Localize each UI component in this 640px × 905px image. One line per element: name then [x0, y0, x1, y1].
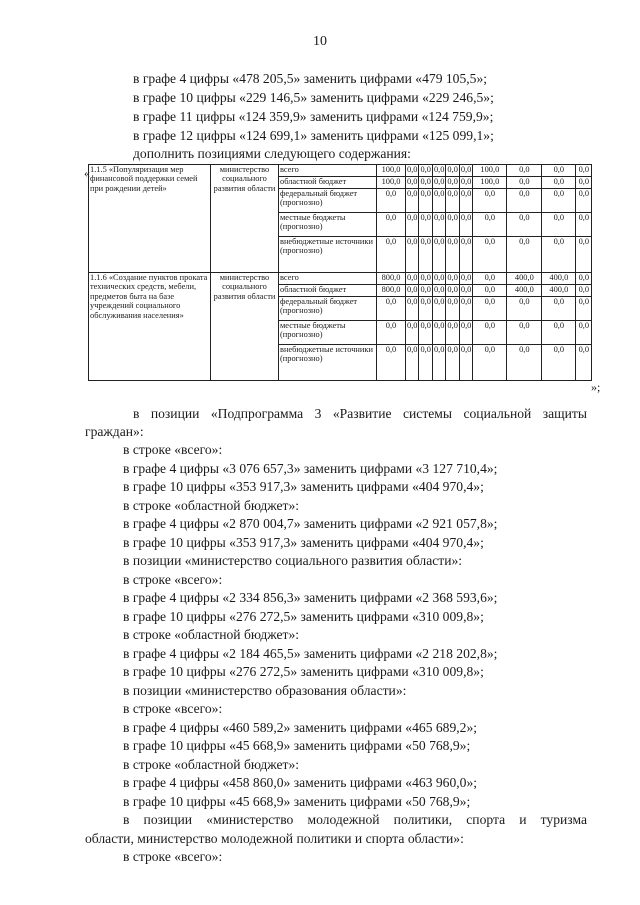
value-cell: 0,0 [576, 189, 592, 213]
value-cell: 0,0 [542, 165, 576, 177]
value-cell: 0,0 [406, 345, 419, 381]
value-cell: 0,0 [576, 165, 592, 177]
value-cell: 0,0 [507, 321, 542, 345]
value-cell: 0,0 [446, 321, 459, 345]
value-cell: 0,0 [419, 285, 432, 297]
text-line: в графе 10 цифры «276 272,5» заменить цифрами «310 009,8»; [123, 609, 484, 624]
value-cell: 0,0 [419, 273, 432, 285]
table-row [89, 273, 592, 285]
value-cell: 400,0 [507, 285, 542, 297]
value-cell: 0,0 [432, 273, 445, 285]
value-cell: 0,0 [473, 189, 507, 213]
value-cell: 400,0 [507, 273, 542, 285]
page-number: 10 [313, 34, 327, 49]
value-cell: 0,0 [473, 321, 507, 345]
value-cell: 0,0 [576, 237, 592, 273]
value-cell: 0,0 [446, 285, 459, 297]
value-cell: 0,0 [446, 273, 459, 285]
value-cell: 0,0 [432, 165, 445, 177]
value-cell: 0,0 [419, 189, 432, 213]
text-line: в графе 10 цифры «229 146,5» заменить цифрами «229 246,5»; [133, 90, 494, 105]
text-line: в строке «всего»: [123, 849, 223, 864]
value-cell: 0,0 [473, 213, 507, 237]
value-cell: 0,0 [406, 213, 419, 237]
value-cell: 0,0 [432, 177, 445, 189]
value-cell: 0,0 [446, 237, 459, 273]
value-cell: 0,0 [377, 297, 406, 321]
text-line: в графе 11 цифры «124 359,9» заменить цифрами «124 759,9»; [133, 109, 494, 124]
value-cell: 0,0 [507, 297, 542, 321]
value-cell: 0,0 [432, 297, 445, 321]
value-cell: 0,0 [576, 345, 592, 381]
value-cell: 0,0 [507, 177, 542, 189]
value-cell: 0,0 [432, 189, 445, 213]
value-cell: 400,0 [542, 273, 576, 285]
text-line: дополнить позициями следующего содержания: [133, 146, 411, 161]
value-cell: 0,0 [473, 297, 507, 321]
text-line: в строке «всего»: [123, 701, 223, 716]
funding-source-cell: всего [279, 165, 377, 177]
text-line: в графе 4 цифры «2 334 856,3» заменить цифрами «2 368 593,6»; [123, 590, 498, 605]
value-cell: 0,0 [432, 237, 445, 273]
value-cell: 0,0 [542, 189, 576, 213]
value-cell: 0,0 [419, 165, 432, 177]
value-cell: 0,0 [419, 321, 432, 345]
text-line: в графе 10 цифры «276 272,5» заменить цифрами «310 009,8»; [123, 664, 484, 679]
value-cell: 100,0 [473, 165, 507, 177]
text-line: в строке «областной бюджет»: [123, 757, 300, 772]
text-line: в графе 4 цифры «478 205,5» заменить цифрами «479 105,5»; [133, 71, 488, 86]
value-cell: 0,0 [419, 297, 432, 321]
table-open-quote: « [84, 166, 90, 180]
value-cell: 0,0 [432, 345, 445, 381]
value-cell: 0,0 [406, 189, 419, 213]
value-cell: 0,0 [473, 285, 507, 297]
value-cell: 400,0 [542, 285, 576, 297]
value-cell: 0,0 [419, 177, 432, 189]
value-cell: 0,0 [432, 321, 445, 345]
executor-cell: министерство социального развития области [211, 165, 279, 273]
funding-source-cell: федеральный бюджет (прогнозно) [279, 297, 377, 321]
value-cell: 0,0 [542, 321, 576, 345]
value-cell: 100,0 [377, 177, 406, 189]
text-line: в строке «всего»: [123, 442, 223, 457]
value-cell: 0,0 [459, 345, 472, 381]
text-line: в строке «областной бюджет»: [123, 627, 300, 642]
text-line: в позиции «министерство образования области»: [123, 683, 407, 698]
text-line: в позиции «Подпрограмма 3 «Развитие системы социальной защиты [133, 406, 587, 421]
value-cell: 0,0 [419, 345, 432, 381]
executor-cell: министерство социального развития области [211, 273, 279, 381]
value-cell: 0,0 [406, 165, 419, 177]
text-line: в позиции «министерство молодежной политики, спорта и туризма [123, 812, 587, 827]
value-cell: 0,0 [473, 273, 507, 285]
value-cell: 100,0 [377, 165, 406, 177]
value-cell: 0,0 [377, 321, 406, 345]
value-cell: 0,0 [459, 297, 472, 321]
funding-source-cell: местные бюджеты (прогнозно) [279, 321, 377, 345]
program-table [88, 164, 592, 381]
value-cell: 0,0 [576, 213, 592, 237]
text-line: граждан»: [85, 424, 144, 439]
text-line: в строке «всего»: [123, 572, 223, 587]
value-cell: 0,0 [377, 189, 406, 213]
value-cell: 0,0 [473, 345, 507, 381]
value-cell: 0,0 [446, 213, 459, 237]
value-cell: 0,0 [507, 213, 542, 237]
value-cell: 0,0 [507, 165, 542, 177]
value-cell: 100,0 [473, 177, 507, 189]
text-line: в графе 4 цифры «458 860,0» заменить цифрами «463 960,0»; [123, 775, 478, 790]
text-line: в графе 4 цифры «2 870 004,7» заменить цифрами «2 921 057,8»; [123, 516, 498, 531]
value-cell: 0,0 [542, 177, 576, 189]
value-cell: 0,0 [432, 285, 445, 297]
value-cell: 0,0 [377, 213, 406, 237]
measure-name-cell: 1.1.6 «Создание пунктов проката технических средств, мебели, предметов быта на базе учреждений социального обслуживания населения» [89, 273, 211, 381]
funding-source-cell: областной бюджет [279, 177, 377, 189]
value-cell: 0,0 [576, 321, 592, 345]
value-cell: 0,0 [406, 285, 419, 297]
value-cell: 0,0 [459, 177, 472, 189]
text-line: области, министерство молодежной политики и спорта области»: [85, 831, 464, 846]
funding-source-cell: всего [279, 273, 377, 285]
text-line: в графе 4 цифры «460 589,2» заменить цифрами «465 689,2»; [123, 720, 478, 735]
table-close-quote: »; [591, 380, 601, 394]
value-cell: 0,0 [377, 237, 406, 273]
value-cell: 0,0 [406, 177, 419, 189]
value-cell: 0,0 [377, 345, 406, 381]
value-cell: 0,0 [459, 189, 472, 213]
value-cell: 0,0 [406, 297, 419, 321]
text-line: в позиции «министерство социального развития области»: [123, 553, 463, 568]
measure-name-cell: 1.1.5 «Популяризация мер финансовой поддержки семей при рождении детей» [89, 165, 211, 273]
text-line: в графе 4 цифры «3 076 657,3» заменить цифрами «3 127 710,4»; [123, 461, 498, 476]
value-cell: 0,0 [459, 213, 472, 237]
value-cell: 0,0 [446, 297, 459, 321]
text-line: в графе 10 цифры «45 668,9» заменить цифрами «50 768,9»; [123, 738, 471, 753]
value-cell: 0,0 [459, 237, 472, 273]
value-cell: 0,0 [446, 165, 459, 177]
value-cell: 0,0 [406, 321, 419, 345]
value-cell: 800,0 [377, 273, 406, 285]
text-line: в строке «областной бюджет»: [123, 498, 300, 513]
text-line: в графе 10 цифры «353 917,3» заменить цифрами «404 970,4»; [123, 479, 484, 494]
value-cell: 0,0 [419, 213, 432, 237]
value-cell: 0,0 [459, 165, 472, 177]
funding-source-cell: внебюджетные источники (прогнозно) [279, 237, 377, 273]
value-cell: 0,0 [446, 189, 459, 213]
text-line: в графе 12 цифры «124 699,1» заменить цифрами «125 099,1»; [133, 128, 494, 143]
value-cell: 0,0 [576, 297, 592, 321]
value-cell: 0,0 [406, 273, 419, 285]
text-line: в графе 10 цифры «353 917,3» заменить цифрами «404 970,4»; [123, 535, 484, 550]
value-cell: 0,0 [459, 273, 472, 285]
value-cell: 0,0 [459, 321, 472, 345]
value-cell: 0,0 [542, 237, 576, 273]
value-cell: 0,0 [576, 273, 592, 285]
value-cell: 0,0 [507, 237, 542, 273]
text-line: в графе 4 цифры «2 184 465,5» заменить цифрами «2 218 202,8»; [123, 646, 498, 661]
funding-source-cell: областной бюджет [279, 285, 377, 297]
value-cell: 0,0 [507, 345, 542, 381]
value-cell: 0,0 [542, 297, 576, 321]
funding-source-cell: местные бюджеты (прогнозно) [279, 213, 377, 237]
value-cell: 800,0 [377, 285, 406, 297]
funding-source-cell: внебюджетные источники (прогнозно) [279, 345, 377, 381]
value-cell: 0,0 [406, 237, 419, 273]
value-cell: 0,0 [446, 345, 459, 381]
value-cell: 0,0 [459, 285, 472, 297]
text-line: в графе 10 цифры «45 668,9» заменить цифрами «50 768,9»; [123, 794, 471, 809]
value-cell: 0,0 [446, 177, 459, 189]
value-cell: 0,0 [576, 285, 592, 297]
value-cell: 0,0 [432, 213, 445, 237]
value-cell: 0,0 [419, 237, 432, 273]
table-row [89, 165, 592, 177]
value-cell: 0,0 [473, 237, 507, 273]
value-cell: 0,0 [542, 345, 576, 381]
funding-source-cell: федеральный бюджет (прогнозно) [279, 189, 377, 213]
value-cell: 0,0 [542, 213, 576, 237]
value-cell: 0,0 [507, 189, 542, 213]
value-cell: 0,0 [576, 177, 592, 189]
